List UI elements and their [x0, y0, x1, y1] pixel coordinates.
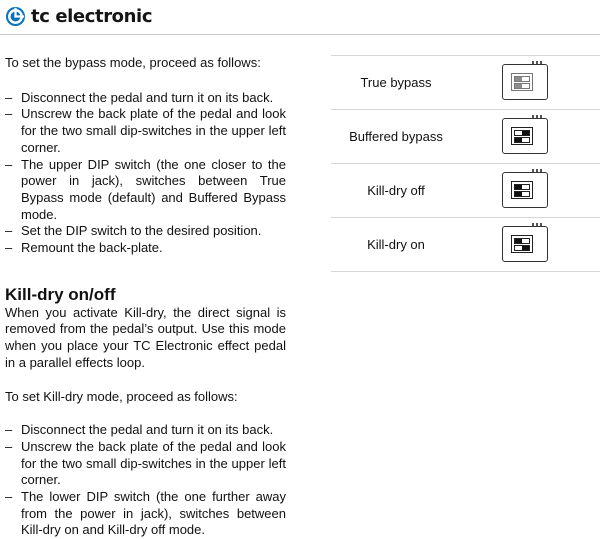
switch-2 [514, 245, 530, 251]
connector-pins [532, 115, 544, 118]
bypass-intro: To set the bypass mode, proceed as follows: [5, 55, 261, 70]
dip-switch-diagram [502, 118, 548, 154]
switch-2-knob [515, 84, 522, 88]
switch-2-knob [515, 192, 522, 196]
switch-2 [514, 191, 530, 197]
list-item [5, 489, 286, 539]
list-item [5, 240, 286, 257]
step-text: The lower DIP switch (the one further away from the power in jack), switches between Kill-dry on and Kill-dry off mode. [21, 489, 286, 538]
step-text: The upper DIP switch (the one closer to the power in jack), switches between True Bypass mode (default) and Buffered Bypass mode. [21, 156, 286, 222]
list-item [5, 106, 286, 156]
switch-1 [514, 238, 530, 244]
switch-2-knob [522, 246, 529, 250]
step-text: Remount the back-plate. [21, 240, 163, 256]
table-row [331, 218, 600, 272]
table-row [331, 110, 600, 164]
step-text: Unscrew the back plate of the pedal and look for the two small dip-switches in the upper left corner. [21, 106, 286, 155]
list-dash: – [5, 89, 13, 105]
list-dash: – [5, 223, 13, 239]
connector-pins [532, 169, 544, 172]
list-dash: – [5, 156, 13, 172]
list-item [5, 223, 286, 240]
step-text: Disconnect the pedal and turn it on its back. [21, 422, 274, 438]
list-item [5, 157, 286, 224]
mode-label: True bypass [360, 75, 432, 90]
killdry-description: When you activate Kill-dry, the direct signal is removed from the pedal’s output. Use this mode when you place your TC Electronic effect pedal in a parallel effects loop. [5, 304, 286, 370]
switch-1 [514, 184, 530, 190]
switch-1-knob [522, 131, 529, 135]
dip-switch-diagram [502, 64, 548, 100]
mode-label: Buffered bypass [349, 129, 443, 144]
bypass-steps [5, 90, 286, 257]
list-item [5, 90, 286, 107]
dip-switch-icon [511, 73, 533, 91]
switch-1 [514, 76, 530, 82]
section-title: Kill-dry on/off [5, 284, 116, 304]
mode-label: Kill-dry on [367, 237, 425, 252]
dip-switch-icon [511, 235, 533, 253]
connector-pins [532, 223, 544, 226]
step-text: Set the DIP switch to the desired position. [21, 223, 262, 239]
dip-switch-diagram [502, 172, 548, 208]
header-divider [0, 34, 600, 35]
list-dash: – [5, 438, 13, 454]
dip-switch-icon [511, 127, 533, 145]
instructions-column [5, 55, 286, 539]
list-item [5, 422, 286, 439]
table-row [331, 56, 600, 110]
step-text: Disconnect the pedal and turn it on its back. [21, 89, 274, 105]
dip-switch-table [331, 55, 600, 272]
switch-2-knob [515, 138, 522, 142]
tc-logo-icon [5, 6, 26, 27]
header [0, 0, 600, 36]
list-dash: – [5, 489, 13, 505]
list-dash: – [5, 240, 13, 256]
switch-1-knob [515, 239, 522, 243]
connector-pins [532, 61, 544, 64]
switch-1-knob [515, 185, 522, 189]
dip-switch-diagram [502, 226, 548, 262]
killdry-intro: To set Kill-dry mode, proceed as follows: [5, 388, 238, 404]
brand-name: tc electronic [31, 6, 153, 27]
mode-label: Kill-dry off [367, 183, 425, 198]
list-item [5, 439, 286, 489]
dip-switch-icon [511, 181, 533, 199]
step-text: Unscrew the back plate of the pedal and look for the two small dip-switches in the upper left corner. [21, 438, 286, 488]
killdry-steps [5, 422, 286, 539]
switch-1-knob [515, 77, 522, 81]
switch-2 [514, 83, 530, 89]
list-dash: – [5, 106, 13, 122]
brand-logo [5, 6, 152, 27]
table-row [331, 164, 600, 218]
list-dash: – [5, 422, 13, 438]
switch-2 [514, 137, 530, 143]
switch-1 [514, 130, 530, 136]
